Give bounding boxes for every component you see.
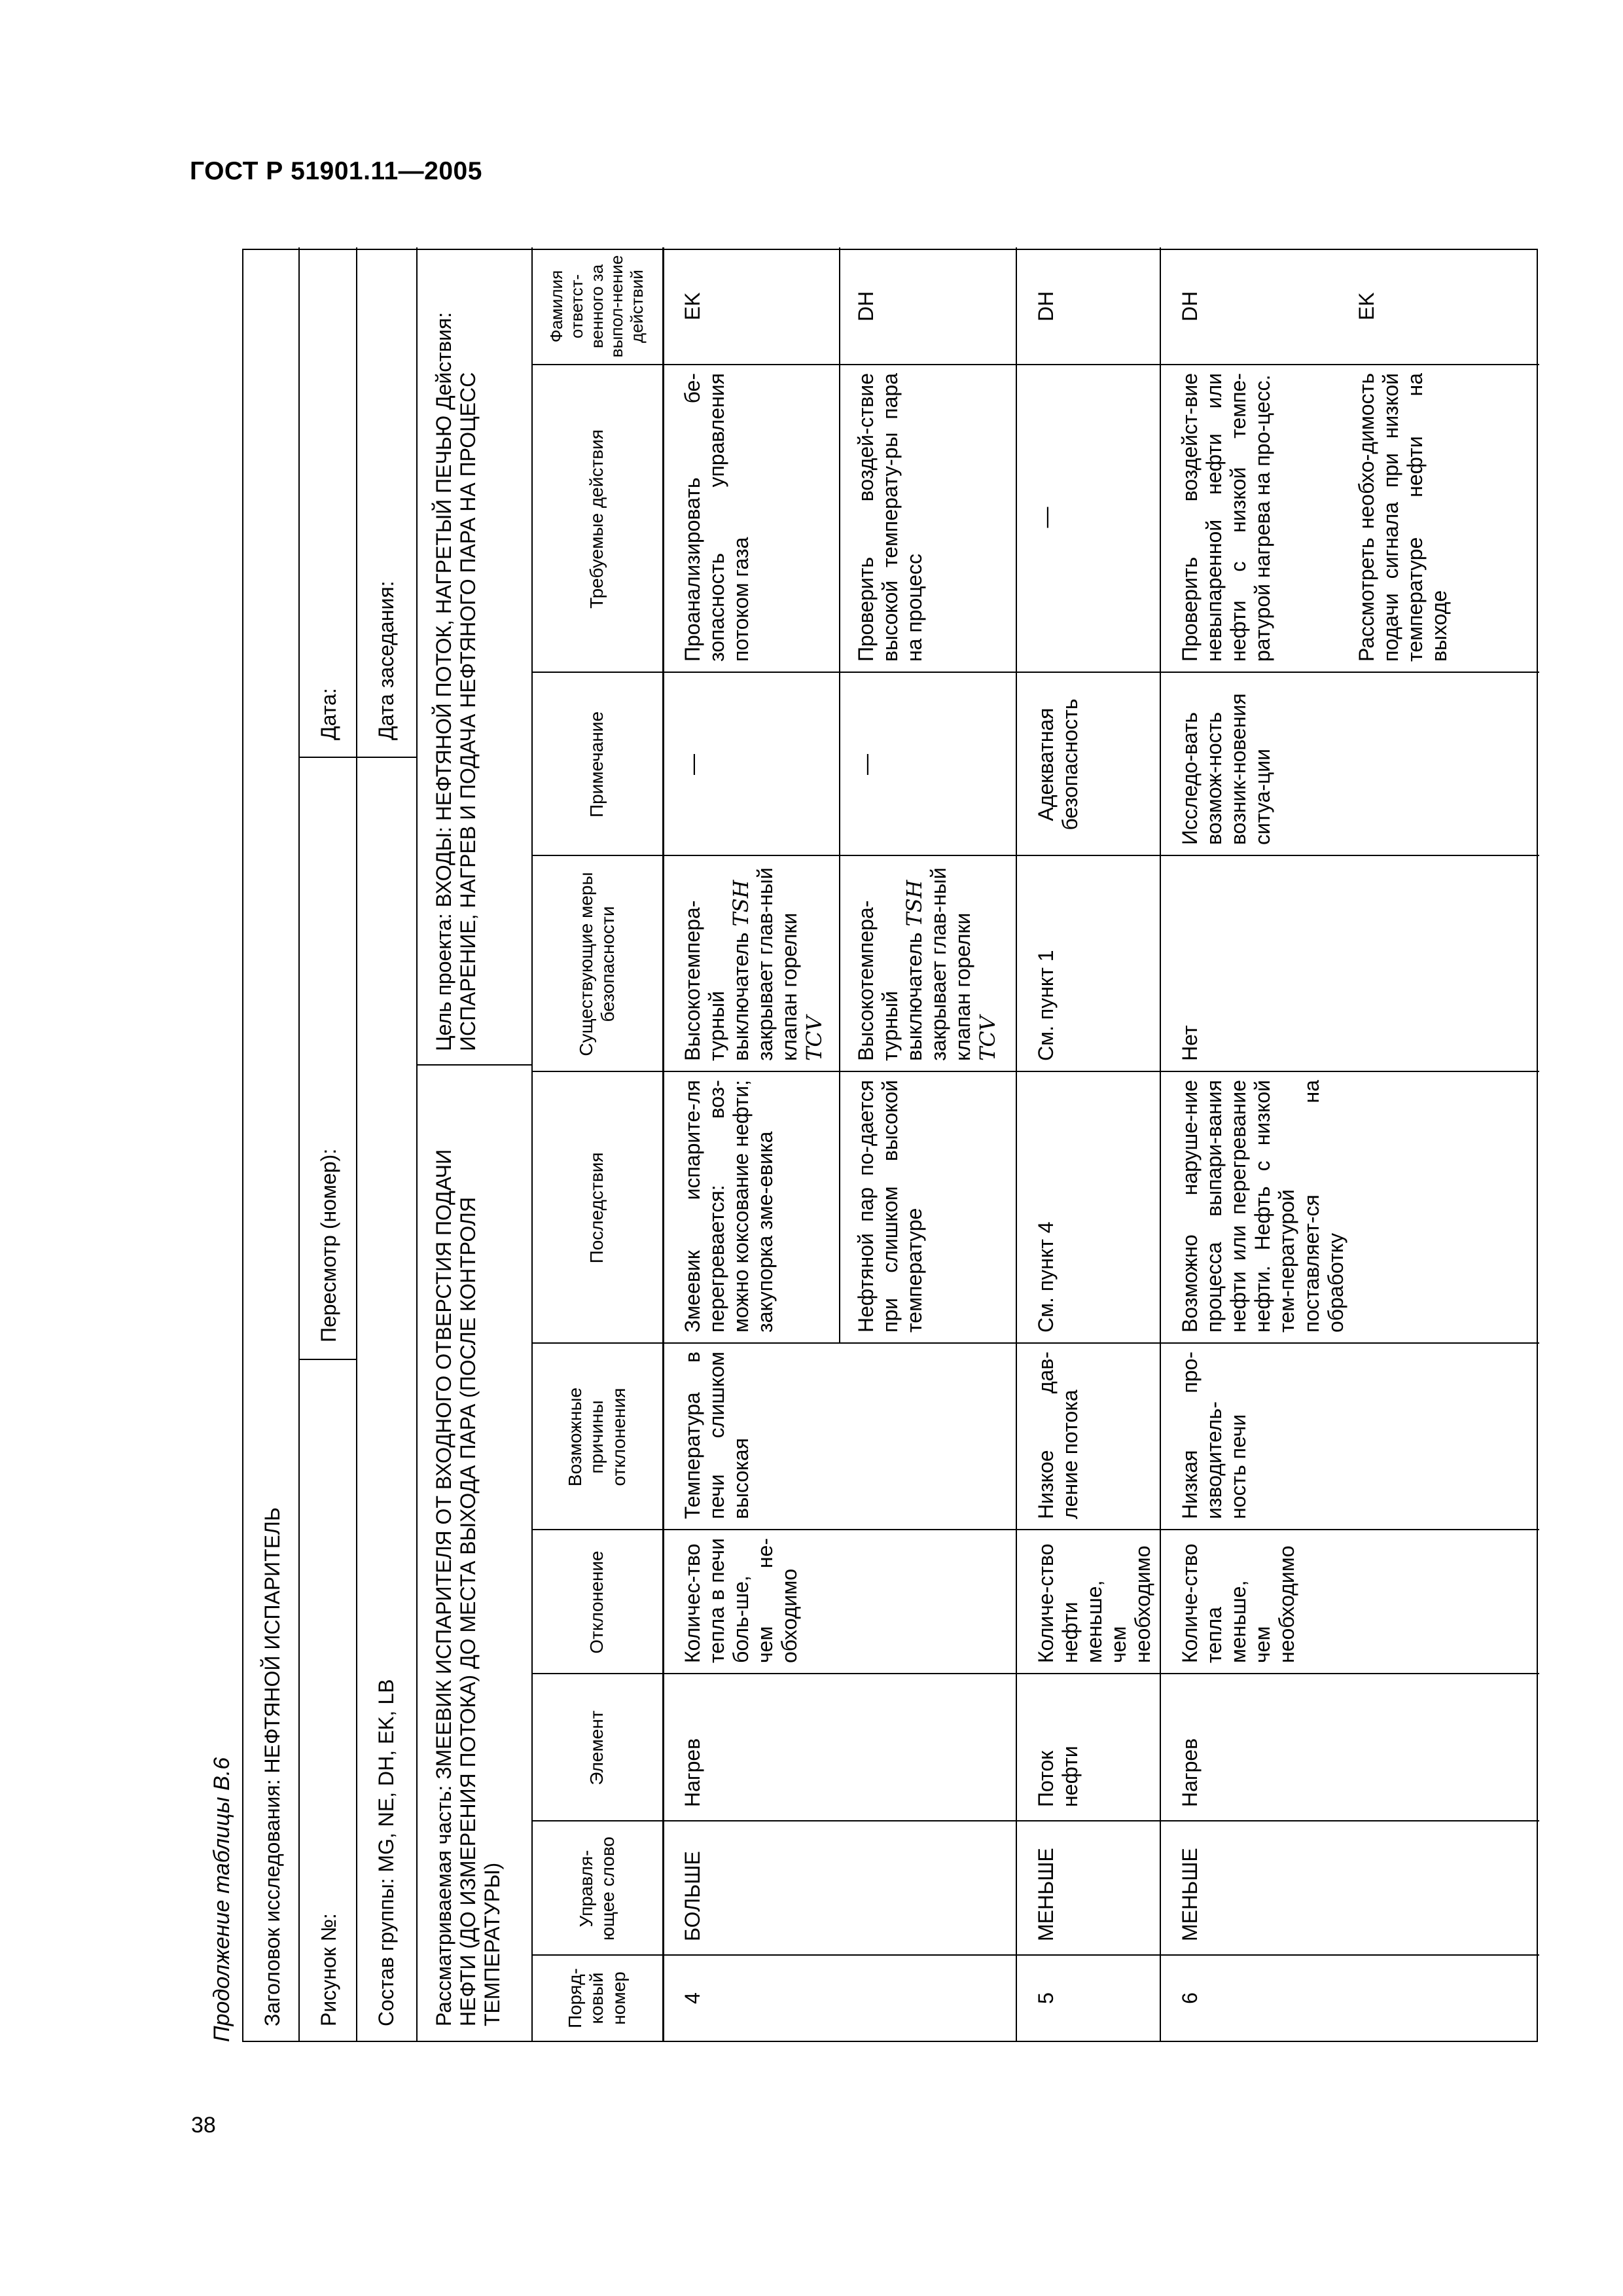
responsible-person-2: EK	[1355, 292, 1378, 321]
deviation: Количе-ство тепла меньше, чем необходимо	[1178, 1543, 1299, 1663]
divider	[1160, 247, 1161, 2041]
rotated-table-page	[196, 0, 1551, 2068]
required-action-2: Рассмотреть необхо-димость подачи сигнала при низкой температуре нефти на выходе	[1355, 373, 1452, 662]
safeguard	[675, 856, 832, 1069]
divider	[298, 247, 300, 2041]
study-title: Заголовок исследования: НЕФТЯНОЙ ИСПАРИТЕЛЬ	[260, 1507, 284, 2026]
deviation: Количес-тво тепла в печи боль-ше, чем не-обходимо	[681, 1538, 802, 1663]
required-action-1: Проверить воздейст-вие невыпаренной нефти или нефти с низкой темпе-ратурой нагрева на про-цесс.	[1178, 373, 1275, 662]
divider	[416, 247, 418, 2041]
safeguard-text: Высокотемпера-турный выключатель	[681, 900, 753, 1061]
meeting-date-label: Дата заседания:	[374, 581, 398, 740]
col-header-comments: Примечание	[586, 711, 607, 818]
tag-tcv: TCV	[801, 1016, 827, 1061]
document-code: ГОСТ Р 51901.11—2005	[190, 157, 482, 185]
part-under-study: Рассматриваемая часть: ЗМЕЕВИК ИСПАРИТЕЛЯ ОТ ВХОДНОГО ОТВЕРСТИЯ ПОДАЧИ НЕФТИ (ДО ИЗМЕРЕНИЯ ПОТОКА) ДО МЕСТА ВЫХОДА ПАРА (ПОСЛЕ КОНТРОЛЯ ТЕМПЕРАТУРЫ)	[432, 1149, 505, 2026]
divider	[298, 1359, 356, 1360]
responsible-person: DH	[854, 291, 878, 322]
deviation: Количе-ство нефти меньше, чем необходимо	[1034, 1543, 1155, 1663]
team-members: Состав группы: MG, NE, DH, EK, LB	[374, 1679, 398, 2026]
safeguard: Нет	[1178, 1025, 1202, 1061]
responsible-person: DH	[1034, 291, 1058, 322]
col-header-consequences: Последствия	[586, 1152, 607, 1264]
date-label: Дата:	[317, 688, 340, 740]
note: Исследо-вать возмож-ность возник-новения ситуа-ции	[1178, 693, 1275, 845]
divider	[531, 1673, 1539, 1674]
safeguard	[849, 856, 1005, 1069]
divider	[839, 247, 840, 1344]
divider	[416, 1064, 531, 1066]
table-caption: Продолжение таблицы В.6	[209, 1757, 234, 2042]
tag-tsh: TSH	[728, 880, 754, 927]
figure-number-label: Рисунок №:	[317, 1913, 340, 2026]
element: Нагрев	[1178, 1738, 1202, 1807]
required-action: Проверить воздей-ствие высокой температу-ры пара на процесс	[854, 373, 927, 662]
safeguard-text: закрывает глав-ный клапан горелки	[927, 867, 975, 1061]
consequence: Змеевик испарите-ля перегревается: воз-можно коксование нефти; закупорка зме-евика	[681, 1080, 777, 1333]
required-action: —	[1034, 507, 1058, 528]
cause: Температура в печи слишком высокая	[681, 1352, 753, 1519]
safeguard-text: Высокотемпера-турный выключатель	[854, 900, 927, 1061]
cause: Низкое дав-ление потока	[1034, 1352, 1082, 1519]
cause: Низкая про-изводитель-ность печи	[1178, 1352, 1251, 1519]
col-header-responsible: Фамилия ответст-венного за выпол-нение действий	[546, 255, 647, 358]
divider	[662, 247, 664, 2041]
responsible-person: EK	[681, 292, 704, 321]
guide-word: БОЛЬШЕ	[681, 1851, 704, 1941]
safeguard-text: закрывает глав-ный клапан горелки	[753, 867, 802, 1061]
col-header-deviation: Отклонение	[586, 1551, 607, 1654]
note: —	[854, 754, 878, 775]
page-number: 38	[191, 2113, 216, 2138]
note: —	[681, 754, 704, 775]
element: Поток нефти	[1034, 1746, 1082, 1807]
hazop-table	[242, 249, 1538, 2042]
responsible-person-1: DH	[1178, 291, 1202, 322]
col-header-number: Поряд-ковый номер	[565, 1968, 629, 2028]
divider	[356, 247, 357, 2041]
required-action: Проанализировать бе-зопасность управления потоком газа	[681, 373, 753, 662]
divider	[298, 757, 416, 758]
revision-label: Пересмотр (номер):	[317, 1148, 340, 1342]
col-header-safeguards: Существующие меры безопасности	[575, 872, 618, 1056]
row-number: 5	[1034, 1992, 1058, 2004]
guide-word: МЕНЬШЕ	[1034, 1848, 1058, 1941]
col-header-guide-word: Управля-ющее слово	[575, 1837, 618, 1941]
col-header-causes: Возможные причины отклонения	[565, 1387, 629, 1487]
consequence: См. пункт 4	[1034, 1221, 1058, 1333]
note: Адекватная безопасность	[1034, 698, 1082, 831]
element: Нагрев	[681, 1738, 704, 1807]
row-number: 4	[681, 1992, 704, 2004]
guide-word: МЕНЬШЕ	[1178, 1848, 1202, 1941]
col-header-actions: Требуемые действия	[586, 429, 607, 609]
row-number: 6	[1178, 1992, 1202, 2004]
design-intent: Цель проекта: ВХОДЫ: НЕФТЯНОЙ ПОТОК, НАГРЕТЫЙ ПЕЧЬЮ Действия: ИСПАРЕНИЕ, НАГРЕВ И ПОДАЧА НЕФТЯНОГО ПАРА НА ПРОЦЕСС	[432, 312, 480, 1051]
tag-tcv: TCV	[974, 1016, 1000, 1061]
consequence: Нефтяной пар по-дается при слишком высокой температуре	[854, 1080, 927, 1333]
tag-tsh: TSH	[902, 880, 927, 927]
divider	[531, 1820, 1539, 1821]
col-header-element: Элемент	[586, 1710, 607, 1785]
consequence: Возможно наруше-ние процесса выпари-вания нефти или перегревание нефти. Нефть с низкой тем-пературой поставляет-ся на обработку	[1178, 1080, 1347, 1333]
safeguard: См. пункт 1	[1034, 950, 1058, 1061]
divider	[1016, 247, 1017, 2041]
